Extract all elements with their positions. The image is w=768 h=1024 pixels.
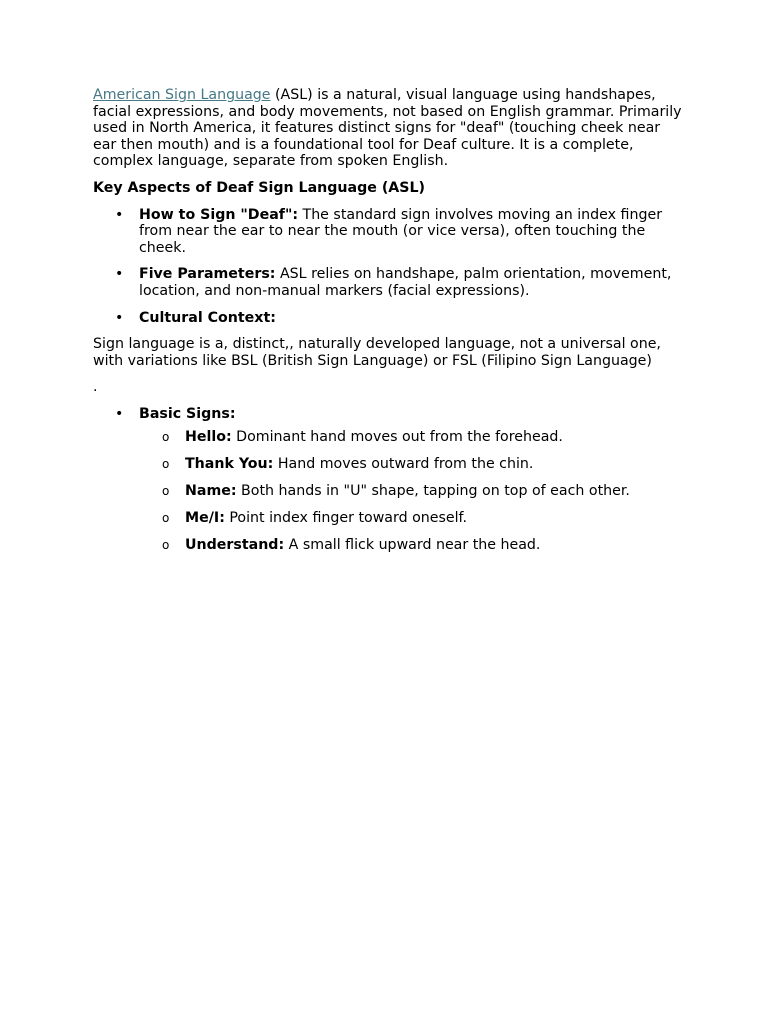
- intro-paragraph: [93, 87, 683, 170]
- dot-paragraph: .: [93, 379, 98, 396]
- item-label: Basic Signs:: [139, 405, 236, 422]
- basic-signs-sublist: [139, 429, 683, 554]
- sub-bullet-marker: o: [162, 511, 170, 526]
- sub-item-label: Me/I:: [185, 510, 225, 527]
- basic-signs-list: [93, 406, 683, 554]
- bullet-marker: •: [115, 309, 124, 326]
- sub-item-text: Both hands in "U" shape, tapping on top of each other.: [236, 482, 630, 499]
- sub-item-text: Dominant hand moves out from the forehead.: [231, 428, 563, 445]
- sub-item-understand: [93, 537, 683, 554]
- document-page: [93, 87, 683, 564]
- sub-item-name: [93, 483, 683, 500]
- sub-item-hello: [93, 429, 683, 446]
- sub-item-me-i: [93, 510, 683, 527]
- key-aspects-list: [93, 207, 683, 327]
- sub-item-text: Point index finger toward oneself.: [224, 510, 468, 527]
- sub-bullet-marker: o: [162, 483, 170, 498]
- intro-text: (ASL) is a natural, visual language using handshapes, facial expressions, and body movements, not based on English grammar. Primarily used in North America, it features distinct signs for "deaf" (touching cheek near ear then mouth) and is a foundational tool for Deaf culture. It is a complete, complex language, separate from spoken English.: [93, 87, 682, 170]
- item-text: The standard sign involves moving an index finger from near the ear to near the mouth (or vice versa), often touching the cheek.: [139, 206, 663, 256]
- bullet-marker: •: [115, 266, 124, 283]
- sub-item-text: A small flick upward near the head.: [284, 537, 541, 554]
- sub-item-thank-you: [93, 456, 683, 473]
- sub-item-label: Hello:: [185, 428, 232, 445]
- sub-bullet-marker: o: [162, 429, 170, 444]
- sub-item-label: Name:: [185, 482, 237, 499]
- bullet-marker: •: [115, 405, 124, 422]
- sub-item-label: Understand:: [185, 537, 285, 554]
- list-item-how-to-sign-deaf: [93, 207, 683, 257]
- item-label: How to Sign "Deaf":: [139, 206, 299, 223]
- item-label: Cultural Context:: [139, 309, 276, 326]
- sub-bullet-marker: o: [162, 538, 170, 553]
- sub-item-label: Thank You:: [185, 455, 274, 472]
- list-item-cultural-context: [93, 310, 683, 327]
- cultural-context-paragraph: Sign language is a, distinct,, naturally developed language, not a universal one, with variations like BSL (British Sign Language) or FSL (Filipino Sign Language): [93, 336, 661, 369]
- sub-bullet-marker: o: [162, 456, 170, 471]
- asl-link[interactable]: American Sign Language: [93, 87, 271, 103]
- bullet-marker: •: [115, 206, 124, 223]
- item-text: ASL relies on handshape, palm orientation, movement, location, and non-manual markers (facial expressions).: [139, 266, 672, 299]
- sub-item-text: Hand moves outward from the chin.: [273, 455, 534, 472]
- list-item-basic-signs: [93, 406, 683, 554]
- list-item-five-parameters: [93, 266, 683, 299]
- item-label: Five Parameters:: [139, 266, 276, 283]
- section-heading: Key Aspects of Deaf Sign Language (ASL): [93, 179, 426, 196]
